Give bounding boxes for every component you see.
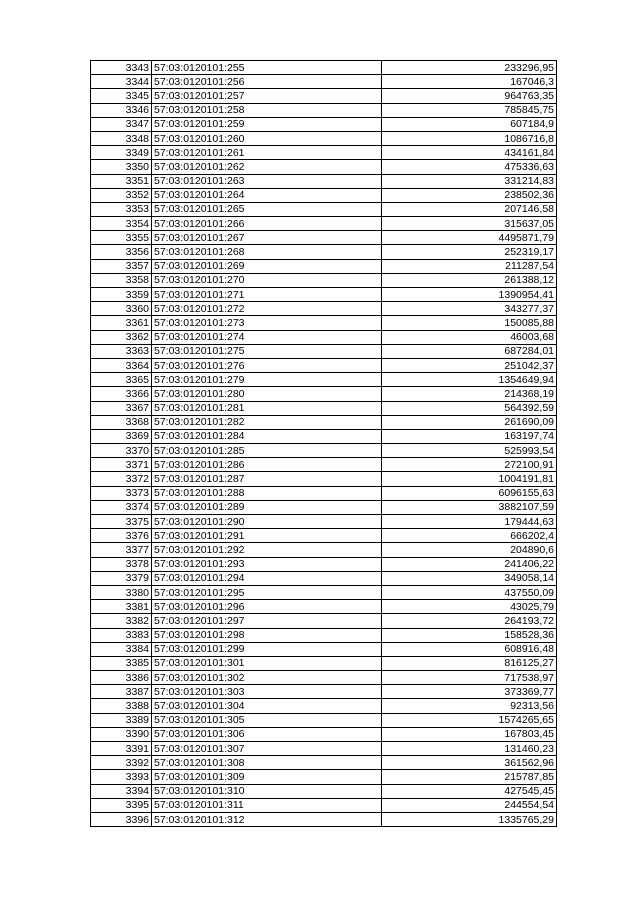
cadastral-number-cell: 57:03:0120101:259 — [152, 117, 382, 131]
table-row — [91, 273, 557, 287]
table-row — [91, 429, 557, 443]
cadastral-number-cell: 57:03:0120101:299 — [152, 642, 382, 656]
table-row — [91, 131, 557, 145]
cadastral-value-cell: 525993,54 — [382, 444, 557, 458]
row-number-cell: 3379 — [91, 571, 152, 585]
row-number-cell: 3348 — [91, 131, 152, 145]
cadastral-value-cell: 158528,36 — [382, 628, 557, 642]
cadastral-number-cell: 57:03:0120101:275 — [152, 344, 382, 358]
cadastral-number-cell: 57:03:0120101:295 — [152, 585, 382, 599]
cadastral-value-table — [90, 60, 557, 827]
cadastral-number-cell: 57:03:0120101:291 — [152, 529, 382, 543]
cadastral-value-cell: 1086716,8 — [382, 131, 557, 145]
table-row — [91, 727, 557, 741]
cadastral-value-cell: 315637,05 — [382, 217, 557, 231]
row-number-cell: 3390 — [91, 727, 152, 741]
cadastral-number-cell: 57:03:0120101:297 — [152, 614, 382, 628]
cadastral-value-cell: 4495871,79 — [382, 231, 557, 245]
cadastral-number-cell: 57:03:0120101:304 — [152, 699, 382, 713]
cadastral-number-cell: 57:03:0120101:258 — [152, 103, 382, 117]
cadastral-value-cell: 1004191,81 — [382, 472, 557, 486]
row-number-cell: 3375 — [91, 515, 152, 529]
row-number-cell: 3355 — [91, 231, 152, 245]
row-number-cell: 3352 — [91, 188, 152, 202]
table-row — [91, 585, 557, 599]
table-row — [91, 784, 557, 798]
cadastral-number-cell: 57:03:0120101:296 — [152, 600, 382, 614]
cadastral-value-cell: 167046,3 — [382, 75, 557, 89]
table-row — [91, 401, 557, 415]
row-number-cell: 3386 — [91, 671, 152, 685]
cadastral-value-cell: 46003,68 — [382, 330, 557, 344]
cadastral-number-cell: 57:03:0120101:301 — [152, 656, 382, 670]
cadastral-number-cell: 57:03:0120101:282 — [152, 415, 382, 429]
row-number-cell: 3354 — [91, 217, 152, 231]
table-row — [91, 500, 557, 514]
cadastral-value-cell: 150085,88 — [382, 316, 557, 330]
table-row — [91, 614, 557, 628]
cadastral-value-cell: 816125,27 — [382, 656, 557, 670]
row-number-cell: 3343 — [91, 61, 152, 75]
cadastral-value-cell: 207146,58 — [382, 202, 557, 216]
row-number-cell: 3357 — [91, 259, 152, 273]
table-row — [91, 202, 557, 216]
table-row — [91, 316, 557, 330]
cadastral-value-cell: 964763,35 — [382, 89, 557, 103]
row-number-cell: 3378 — [91, 557, 152, 571]
cadastral-value-cell: 349058,14 — [382, 571, 557, 585]
cadastral-value-cell: 272100,91 — [382, 458, 557, 472]
row-number-cell: 3391 — [91, 742, 152, 756]
table-row — [91, 146, 557, 160]
row-number-cell: 3388 — [91, 699, 152, 713]
table-row — [91, 160, 557, 174]
cadastral-value-cell: 238502,36 — [382, 188, 557, 202]
cadastral-value-cell: 211287,54 — [382, 259, 557, 273]
cadastral-value-cell: 244554,54 — [382, 798, 557, 812]
cadastral-value-cell: 1390954,41 — [382, 288, 557, 302]
cadastral-value-cell: 437550,09 — [382, 585, 557, 599]
cadastral-number-cell: 57:03:0120101:261 — [152, 146, 382, 160]
table-row — [91, 231, 557, 245]
cadastral-number-cell: 57:03:0120101:262 — [152, 160, 382, 174]
cadastral-number-cell: 57:03:0120101:273 — [152, 316, 382, 330]
cadastral-number-cell: 57:03:0120101:268 — [152, 245, 382, 259]
row-number-cell: 3387 — [91, 685, 152, 699]
cadastral-number-cell: 57:03:0120101:309 — [152, 770, 382, 784]
cadastral-number-cell: 57:03:0120101:294 — [152, 571, 382, 585]
row-number-cell: 3353 — [91, 202, 152, 216]
row-number-cell: 3383 — [91, 628, 152, 642]
row-number-cell: 3345 — [91, 89, 152, 103]
row-number-cell: 3372 — [91, 472, 152, 486]
cadastral-number-cell: 57:03:0120101:288 — [152, 486, 382, 500]
cadastral-number-cell: 57:03:0120101:311 — [152, 798, 382, 812]
row-number-cell: 3380 — [91, 585, 152, 599]
cadastral-value-cell: 3882107,59 — [382, 500, 557, 514]
row-number-cell: 3393 — [91, 770, 152, 784]
cadastral-number-cell: 57:03:0120101:287 — [152, 472, 382, 486]
cadastral-value-cell: 131460,23 — [382, 742, 557, 756]
cadastral-value-cell: 607184,9 — [382, 117, 557, 131]
cadastral-value-cell: 666202,4 — [382, 529, 557, 543]
row-number-cell: 3377 — [91, 543, 152, 557]
row-number-cell: 3389 — [91, 713, 152, 727]
row-number-cell: 3365 — [91, 373, 152, 387]
cadastral-number-cell: 57:03:0120101:286 — [152, 458, 382, 472]
cadastral-number-cell: 57:03:0120101:257 — [152, 89, 382, 103]
row-number-cell: 3392 — [91, 756, 152, 770]
cadastral-number-cell: 57:03:0120101:260 — [152, 131, 382, 145]
row-number-cell: 3382 — [91, 614, 152, 628]
table-row — [91, 103, 557, 117]
cadastral-number-cell: 57:03:0120101:307 — [152, 742, 382, 756]
cadastral-value-cell: 564392,59 — [382, 401, 557, 415]
cadastral-number-cell: 57:03:0120101:312 — [152, 812, 382, 826]
cadastral-value-cell: 251042,37 — [382, 358, 557, 372]
table-row — [91, 302, 557, 316]
cadastral-number-cell: 57:03:0120101:310 — [152, 784, 382, 798]
table-row — [91, 75, 557, 89]
table-row — [91, 188, 557, 202]
cadastral-value-cell: 261690,09 — [382, 415, 557, 429]
row-number-cell: 3396 — [91, 812, 152, 826]
row-number-cell: 3351 — [91, 174, 152, 188]
table-row — [91, 756, 557, 770]
cadastral-number-cell: 57:03:0120101:280 — [152, 387, 382, 401]
table-row — [91, 117, 557, 131]
cadastral-value-cell: 1574265,65 — [382, 713, 557, 727]
cadastral-number-cell: 57:03:0120101:263 — [152, 174, 382, 188]
row-number-cell: 3395 — [91, 798, 152, 812]
row-number-cell: 3366 — [91, 387, 152, 401]
cadastral-value-cell: 331214,83 — [382, 174, 557, 188]
row-number-cell: 3374 — [91, 500, 152, 514]
row-number-cell: 3394 — [91, 784, 152, 798]
table-row — [91, 543, 557, 557]
table-row — [91, 628, 557, 642]
cadastral-number-cell: 57:03:0120101:269 — [152, 259, 382, 273]
cadastral-number-cell: 57:03:0120101:284 — [152, 429, 382, 443]
cadastral-value-cell: 343277,37 — [382, 302, 557, 316]
table-row — [91, 742, 557, 756]
cadastral-value-cell: 215787,85 — [382, 770, 557, 784]
cadastral-value-cell: 43025,79 — [382, 600, 557, 614]
cadastral-number-cell: 57:03:0120101:266 — [152, 217, 382, 231]
row-number-cell: 3368 — [91, 415, 152, 429]
cadastral-number-cell: 57:03:0120101:255 — [152, 61, 382, 75]
table-row — [91, 89, 557, 103]
table-row — [91, 217, 557, 231]
row-number-cell: 3385 — [91, 656, 152, 670]
table-row — [91, 515, 557, 529]
table-row — [91, 798, 557, 812]
table-row — [91, 344, 557, 358]
cadastral-value-cell: 608916,48 — [382, 642, 557, 656]
table-row — [91, 571, 557, 585]
cadastral-number-cell: 57:03:0120101:279 — [152, 373, 382, 387]
table-row — [91, 699, 557, 713]
row-number-cell: 3369 — [91, 429, 152, 443]
row-number-cell: 3346 — [91, 103, 152, 117]
table-row — [91, 685, 557, 699]
table-row — [91, 259, 557, 273]
cadastral-value-cell: 717538,97 — [382, 671, 557, 685]
cadastral-number-cell: 57:03:0120101:290 — [152, 515, 382, 529]
cadastral-number-cell: 57:03:0120101:285 — [152, 444, 382, 458]
table-row — [91, 770, 557, 784]
cadastral-number-cell: 57:03:0120101:298 — [152, 628, 382, 642]
table-row — [91, 174, 557, 188]
cadastral-value-cell: 214368,19 — [382, 387, 557, 401]
cadastral-number-cell: 57:03:0120101:293 — [152, 557, 382, 571]
cadastral-number-cell: 57:03:0120101:289 — [152, 500, 382, 514]
cadastral-value-cell: 1335765,29 — [382, 812, 557, 826]
cadastral-value-cell: 264193,72 — [382, 614, 557, 628]
row-number-cell: 3358 — [91, 273, 152, 287]
table-row — [91, 472, 557, 486]
row-number-cell: 3364 — [91, 358, 152, 372]
table-row — [91, 529, 557, 543]
table-row — [91, 486, 557, 500]
cadastral-value-cell: 179444,63 — [382, 515, 557, 529]
cadastral-value-cell: 233296,95 — [382, 61, 557, 75]
table-row — [91, 61, 557, 75]
table-row — [91, 642, 557, 656]
row-number-cell: 3362 — [91, 330, 152, 344]
table-row — [91, 444, 557, 458]
table-body — [91, 61, 557, 827]
cadastral-number-cell: 57:03:0120101:274 — [152, 330, 382, 344]
cadastral-value-cell: 261388,12 — [382, 273, 557, 287]
row-number-cell: 3373 — [91, 486, 152, 500]
cadastral-number-cell: 57:03:0120101:272 — [152, 302, 382, 316]
cadastral-number-cell: 57:03:0120101:292 — [152, 543, 382, 557]
table-row — [91, 671, 557, 685]
cadastral-number-cell: 57:03:0120101:270 — [152, 273, 382, 287]
row-number-cell: 3349 — [91, 146, 152, 160]
cadastral-number-cell: 57:03:0120101:302 — [152, 671, 382, 685]
cadastral-value-cell: 434161,84 — [382, 146, 557, 160]
table-row — [91, 330, 557, 344]
cadastral-value-cell: 204890,6 — [382, 543, 557, 557]
table-row — [91, 600, 557, 614]
cadastral-value-cell: 163197,74 — [382, 429, 557, 443]
table-row — [91, 288, 557, 302]
table-row — [91, 245, 557, 259]
cadastral-number-cell: 57:03:0120101:281 — [152, 401, 382, 415]
table-row — [91, 415, 557, 429]
cadastral-number-cell: 57:03:0120101:267 — [152, 231, 382, 245]
row-number-cell: 3347 — [91, 117, 152, 131]
cadastral-number-cell: 57:03:0120101:306 — [152, 727, 382, 741]
cadastral-number-cell: 57:03:0120101:271 — [152, 288, 382, 302]
table-row — [91, 387, 557, 401]
cadastral-value-cell: 241406,22 — [382, 557, 557, 571]
cadastral-value-cell: 687284,01 — [382, 344, 557, 358]
row-number-cell: 3344 — [91, 75, 152, 89]
row-number-cell: 3359 — [91, 288, 152, 302]
table-row — [91, 557, 557, 571]
row-number-cell: 3361 — [91, 316, 152, 330]
cadastral-number-cell: 57:03:0120101:264 — [152, 188, 382, 202]
table-row — [91, 812, 557, 826]
row-number-cell: 3356 — [91, 245, 152, 259]
table-row — [91, 373, 557, 387]
cadastral-value-cell: 6096155,63 — [382, 486, 557, 500]
cadastral-value-cell: 475336,63 — [382, 160, 557, 174]
cadastral-value-cell: 785845,75 — [382, 103, 557, 117]
row-number-cell: 3371 — [91, 458, 152, 472]
row-number-cell: 3363 — [91, 344, 152, 358]
cadastral-number-cell: 57:03:0120101:305 — [152, 713, 382, 727]
cadastral-number-cell: 57:03:0120101:256 — [152, 75, 382, 89]
table-row — [91, 358, 557, 372]
cadastral-value-cell: 373369,77 — [382, 685, 557, 699]
row-number-cell: 3370 — [91, 444, 152, 458]
cadastral-number-cell: 57:03:0120101:276 — [152, 358, 382, 372]
row-number-cell: 3384 — [91, 642, 152, 656]
cadastral-number-cell: 57:03:0120101:303 — [152, 685, 382, 699]
row-number-cell: 3350 — [91, 160, 152, 174]
cadastral-number-cell: 57:03:0120101:265 — [152, 202, 382, 216]
cadastral-value-cell: 1354649,94 — [382, 373, 557, 387]
cadastral-value-cell: 427545,45 — [382, 784, 557, 798]
cadastral-value-cell: 167803,45 — [382, 727, 557, 741]
cadastral-value-cell: 252319,17 — [382, 245, 557, 259]
cadastral-value-cell: 361562,96 — [382, 756, 557, 770]
row-number-cell: 3360 — [91, 302, 152, 316]
row-number-cell: 3376 — [91, 529, 152, 543]
table-row — [91, 656, 557, 670]
cadastral-value-cell: 92313,56 — [382, 699, 557, 713]
table-row — [91, 458, 557, 472]
table-row — [91, 713, 557, 727]
row-number-cell: 3381 — [91, 600, 152, 614]
row-number-cell: 3367 — [91, 401, 152, 415]
cadastral-number-cell: 57:03:0120101:308 — [152, 756, 382, 770]
